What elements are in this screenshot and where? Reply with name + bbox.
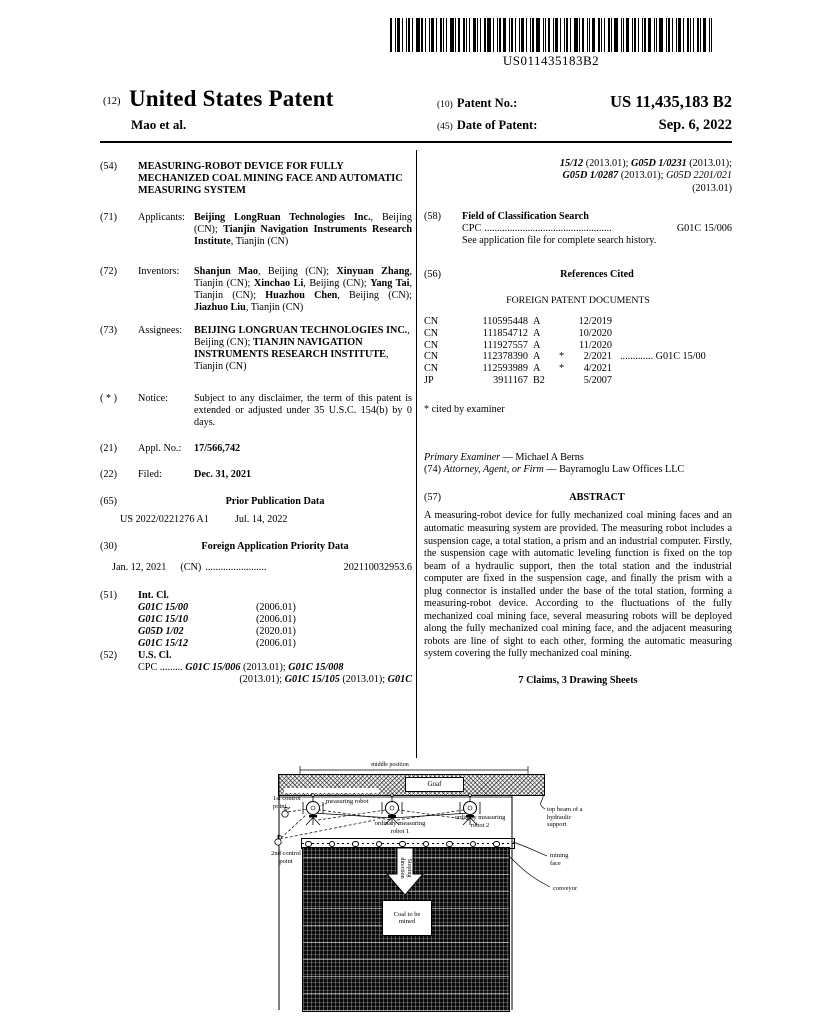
doc-country: CN xyxy=(424,339,439,351)
cited-by-examiner-note: * cited by examiner xyxy=(424,404,505,416)
foreign-priority-country: (CN) xyxy=(180,562,202,573)
int-cl-version: (2006.01) xyxy=(256,638,296,649)
doc-date: 10/2020 xyxy=(578,327,612,339)
doc-date: 4/2021 xyxy=(583,363,612,375)
patent-date-code: (45) xyxy=(437,122,453,132)
label-control-point-2: 2nd control point xyxy=(271,850,301,865)
int-cl-label: Int. Cl. xyxy=(138,590,169,601)
doc-date: 12/2019 xyxy=(578,316,612,328)
section-num: (72) xyxy=(100,266,117,277)
patent-number-row xyxy=(437,92,732,112)
barcode xyxy=(390,18,712,69)
doc-classification xyxy=(612,340,732,352)
notice-label: Notice: xyxy=(138,393,168,404)
doc-kind: A xyxy=(533,316,541,328)
section-us-cl xyxy=(100,650,412,686)
doc-kind: A xyxy=(533,351,541,363)
doc-kind: A xyxy=(533,363,541,375)
doc-examiner-star xyxy=(555,328,568,340)
section-num: (21) xyxy=(100,443,117,454)
notice-text: Subject to any disclaimer, the term of this patent is extended or adjusted under 35 U.S.C. 154(b) by 0 days. xyxy=(194,393,412,428)
doc-country: CN xyxy=(424,363,439,375)
prior-pub-row xyxy=(100,514,412,526)
section-assignees xyxy=(100,325,412,373)
doc-kind: A xyxy=(533,327,541,339)
prior-pub-value: US 2022/0221276 A1 xyxy=(120,514,209,525)
us-cl-label: U.S. Cl. xyxy=(138,650,172,661)
barcode-number: US011435183B2 xyxy=(502,53,600,68)
doc-classification xyxy=(612,363,732,375)
cpc-label: CPC xyxy=(462,223,482,235)
applicants-label: Applicants: xyxy=(138,212,185,223)
field-of-search-heading: Field of Classification Search xyxy=(462,211,589,223)
us-cl-block xyxy=(138,650,412,686)
prior-pub-date: Jul. 14, 2022 xyxy=(234,514,288,525)
doc-classification xyxy=(612,375,732,387)
int-cl-block xyxy=(138,590,412,650)
section-foreign-priority xyxy=(100,541,412,553)
leader-dots: .................................................. xyxy=(484,223,612,235)
appl-no-label: Appl. No.: xyxy=(138,443,182,454)
doc-classification xyxy=(612,316,732,328)
patent-number-value: US 11,435,183 B2 xyxy=(610,92,732,111)
foreign-priority-date: Jan. 12, 2021 xyxy=(112,562,167,573)
left-column xyxy=(100,152,412,686)
applicants-text: Beijing LongRuan Technologies Inc., Beijing (CN); Tianjin Navigation Instruments Research Institute, Tianjin (CN) xyxy=(194,212,412,247)
section-applicants xyxy=(100,212,412,248)
doc-classification: ............. G01C 15/00 xyxy=(620,351,706,363)
figure-drawing xyxy=(270,762,595,1032)
doc-examiner-star xyxy=(555,375,568,387)
section-title xyxy=(100,161,412,197)
doc-kind: A xyxy=(533,339,541,351)
foreign-doc-row xyxy=(424,363,732,375)
int-cl-table xyxy=(138,602,412,650)
patent-number-label: Patent No.: xyxy=(456,96,518,110)
foreign-priority-number: 202110032953.6 xyxy=(343,562,412,573)
label-top-beam: top beam of a hydraulic support xyxy=(547,806,583,828)
doc-number: 111927557 xyxy=(482,339,528,351)
label-conveyor: conveyor xyxy=(553,885,578,892)
section-references xyxy=(424,269,732,281)
label-middle-position: middle position xyxy=(371,762,409,768)
int-cl-version: (2006.01) xyxy=(256,614,296,625)
patent-date-label: Date of Patent: xyxy=(456,118,538,132)
int-cl-row xyxy=(138,626,412,638)
cpc-cont-line2: G05D 1/0287 (2013.01); G05D 2201/021 xyxy=(562,170,732,182)
doc-classification xyxy=(612,328,732,340)
foreign-doc-row xyxy=(424,328,732,340)
assignees-text: BEIJING LONGRUAN TECHNOLOGIES INC., Beijing (CN); TIANJIN NAVIGATION INSTRUMENTS RESEARCH INSTITUTE, Tianjin (CN) xyxy=(194,325,410,372)
patent-number-code: (10) xyxy=(437,100,453,110)
invention-title: MEASURING-ROBOT DEVICE FOR FULLY MECHANIZED COAL MINING FACE AND AUTOMATIC MEASURING SYSTEM xyxy=(138,161,403,196)
foreign-priority-heading: Foreign Application Priority Data xyxy=(201,541,349,552)
field-of-search-cpc-row xyxy=(462,223,732,235)
int-cl-version: (2006.01) xyxy=(256,602,296,613)
abstract-text: A measuring-robot device for fully mechanized coal mining faces and an automatic measuring system are provided. The measuring robot includes a suspension cage, a total station, a prism and an industrial computer. Firstly, the suspension cage with automatic leveling function is fixed on the top beam of a hydraulic support, then the total station and the industrial computer are fixed in the suspension cage, and finally the prism with a plug connector is installed under the base of the total station, forming a measuring-robot device. According to the fluctuations of the fully mechanized coal mining face, several measuring robots will be deployed along the fully mechanized coal mining face, and the adjacent measuring robots are line of sight to each other, forming the automatic measuring system covering the fully mechanized coal mining. xyxy=(424,510,732,660)
section-field-of-search xyxy=(424,211,732,247)
doc-country: CN xyxy=(424,316,439,328)
doc-examiner-star xyxy=(555,340,568,352)
foreign-doc-row xyxy=(424,351,732,363)
section-num: (57) xyxy=(424,492,441,504)
label-measuring-robot: measuring robot xyxy=(326,798,369,805)
kind-code: (12) xyxy=(103,96,121,107)
doc-examiner-star: * xyxy=(558,351,565,363)
section-appl-no xyxy=(100,443,412,455)
int-cl-row xyxy=(138,614,412,626)
doc-date: 2/2021 xyxy=(583,351,612,363)
doc-number: 112593989 xyxy=(482,363,528,375)
section-num: (22) xyxy=(100,469,117,480)
foreign-doc-row xyxy=(424,375,732,387)
section-abstract xyxy=(424,492,732,504)
doc-date: 11/2020 xyxy=(578,339,612,351)
header-right xyxy=(437,92,732,139)
section-inventors xyxy=(100,266,412,314)
section-num: (58) xyxy=(424,211,441,223)
patent-date-value: Sep. 6, 2022 xyxy=(658,117,732,133)
int-cl-row xyxy=(138,602,412,614)
section-prior-pub xyxy=(100,496,412,508)
field-of-search-block xyxy=(462,211,732,247)
int-cl-code: G05D 1/02 xyxy=(138,626,184,637)
section-num: (65) xyxy=(100,496,117,507)
section-num: (51) xyxy=(100,590,117,601)
section-notice xyxy=(100,393,412,429)
doc-number: 111854712 xyxy=(482,327,528,339)
doc-date: 5/2007 xyxy=(583,374,612,386)
foreign-doc-row xyxy=(424,316,732,328)
doc-number: 112378390 xyxy=(482,351,528,363)
us-cl-cpc-line1: CPC ......... G01C 15/006 (2013.01); G01C 15/008 xyxy=(138,662,344,673)
int-cl-code: G01C 15/00 xyxy=(138,602,189,613)
label-control-point-1: 1st control point xyxy=(273,795,301,810)
doc-country: CN xyxy=(424,327,439,339)
patent-date-row xyxy=(437,117,732,134)
claims-line: 7 Claims, 3 Drawing Sheets xyxy=(518,675,638,686)
label-coal-to-be-mined: Coal to be mined xyxy=(393,910,421,925)
cpc-cont-line3: (2013.01) xyxy=(692,182,732,194)
doc-country: JP xyxy=(424,374,434,386)
section-num: (73) xyxy=(100,325,117,336)
label-ordinary-robot-2: ordinary measuring robot 2 xyxy=(454,814,506,829)
references-heading: References Cited xyxy=(560,269,634,281)
int-cl-row xyxy=(138,638,412,650)
inventor-line: Mao et al. xyxy=(131,117,187,132)
header-rule xyxy=(100,141,732,143)
control-point-2-symbol xyxy=(275,835,282,845)
right-column xyxy=(424,152,732,687)
foreign-docs-table xyxy=(424,316,732,386)
inventors-text: Shanjun Mao, Beijing (CN); Xinyuan Zhang, Tianjin (CN); Xinchao Li, Beijing (CN); Yang Tai, Tianjin (CN); Huazhou Chen, Beijing (CN); Jiazhuo Liu, Tianjin (CN) xyxy=(194,266,413,313)
int-cl-version: (2020.01) xyxy=(256,626,296,637)
figure-linework xyxy=(270,762,595,1032)
primary-examiner-line: Primary Examiner — Michael A Berns xyxy=(424,452,584,464)
us-cl-cpc-line2: (2013.01); G01C 15/105 (2013.01); G01C xyxy=(239,674,412,685)
assignees-label: Assignees: xyxy=(138,325,183,336)
attorney-line: (74) Attorney, Agent, or Firm — Bayramoglu Law Offices LLC xyxy=(424,464,685,476)
doc-examiner-star: * xyxy=(558,363,565,375)
doc-examiner-star xyxy=(555,316,568,328)
cpc-cont-line1: 15/12 (2013.01); G05D 1/0231 (2013.01); xyxy=(559,158,732,169)
foreign-docs-heading: FOREIGN PATENT DOCUMENTS xyxy=(506,295,650,307)
filed-label: Filed: xyxy=(138,469,162,480)
appl-no-value: 17/566,742 xyxy=(194,443,241,454)
int-cl-code: G01C 15/10 xyxy=(138,614,189,625)
page-title: United States Patent xyxy=(129,86,334,111)
foreign-priority-row xyxy=(100,562,412,574)
section-filed xyxy=(100,469,412,481)
goaf-label-box: Goaf xyxy=(405,777,464,792)
column-divider xyxy=(416,150,417,758)
section-num: (52) xyxy=(100,650,117,661)
leader-dots: ........................ xyxy=(205,562,267,573)
doc-country: CN xyxy=(424,351,439,363)
filed-value: Dec. 31, 2021 xyxy=(194,469,252,480)
section-num: ( * ) xyxy=(100,393,117,404)
section-num: (56) xyxy=(424,269,441,281)
label-mining-face: mining face xyxy=(550,852,569,867)
coal-to-be-mined-box xyxy=(382,900,432,936)
section-num: (71) xyxy=(100,212,117,223)
section-num: (30) xyxy=(100,541,117,552)
section-int-cl xyxy=(100,590,412,650)
int-cl-code: G01C 15/12 xyxy=(138,638,189,649)
doc-number: 3911167 xyxy=(493,374,528,386)
barcode-bars xyxy=(390,18,712,52)
section-num: (54) xyxy=(100,161,117,172)
field-of-search-note: See application file for complete search history. xyxy=(462,235,657,247)
label-stoping-direction: Stoping direction xyxy=(399,857,412,879)
abstract-heading: ABSTRACT xyxy=(569,492,625,504)
cpc-continuation xyxy=(424,158,732,195)
doc-kind: B2 xyxy=(533,374,545,386)
prior-pub-heading: Prior Publication Data xyxy=(225,496,325,507)
inventors-label: Inventors: xyxy=(138,266,180,277)
foreign-doc-row xyxy=(424,340,732,352)
label-ordinary-robot-1: ordinary measuring robot 1 xyxy=(374,820,426,835)
doc-number: 110595448 xyxy=(482,316,528,328)
cpc-value: G01C 15/006 xyxy=(676,223,732,235)
